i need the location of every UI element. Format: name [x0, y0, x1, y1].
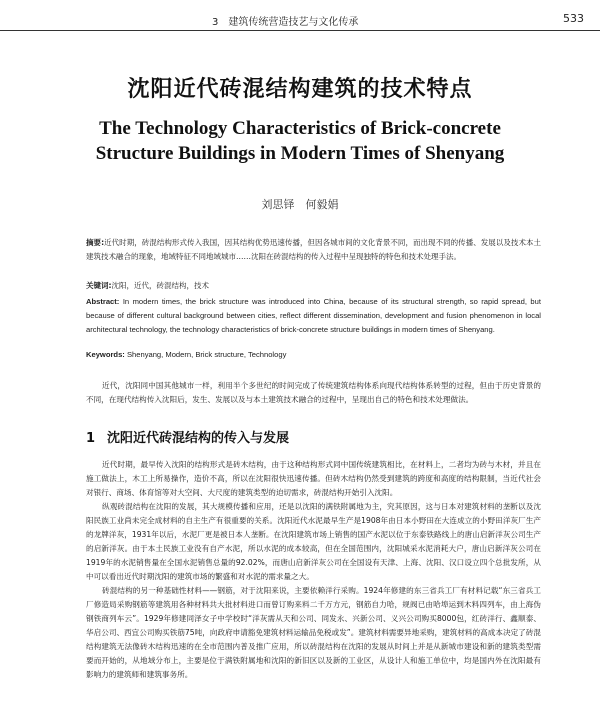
section-body: [86, 458, 541, 682]
keywords-cn-text: 沈阳，近代，砖混结构，技术: [111, 281, 209, 290]
authors: 刘思铎 何毅娟: [261, 198, 339, 211]
article-title-english: The Technology Characteristics of Brick-concrete Structure Buildings in Modern Times of Shenyang: [95, 118, 505, 164]
keywords-english: [86, 348, 541, 362]
abstract-en-label: Abstract:: [86, 297, 120, 306]
abstract-english: [86, 295, 541, 337]
running-head-title: 3 建筑传统营造技艺与文化传承: [212, 17, 359, 28]
body-paragraph: 纵观砖混结构在沈阳的发展，其大规模传播和应用，还是以沈阳的满铁附属地为主，究其原因，这与日本对建筑材料的垄断以及沈阳民族工业尚未完全成材料的自主生产有很重要的关系。沈阳近代水泥最早生产是1908年由日本小野田在大连成立的小野田洋灰厂生产的龙牌洋灰，1931年以后，水泥厂更是被日本人垄断。在沈阳建筑市场上销售的国产水泥以位于东泰铁路线上的唐山启新洋灰公司生产的启新洋灰。由于本土民族工业没有自产水泥，所以水泥的成本较高，但在全国范围内，沈阳城采水泥消耗大户，唐山启新洋灰公司在1919年的水泥销售量在全国水泥销售总量的92.02%，而唐山启新洋灰公司在全国设有天津、上海、沈阳、汉口设立四个总批发所，从中可以看出近代时期沈阳的建筑市场的繁盛和对水泥的需求量之大。: [86, 502, 541, 581]
article-title-chinese: 沈阳近代砖混结构建筑的技术特点: [127, 77, 473, 102]
section-title: 沈阳近代砖混结构的传入与发展: [107, 431, 290, 446]
keywords-en-text: Shenyang, Modern, Brick structure, Technology: [126, 350, 287, 359]
section-number: 1: [86, 431, 96, 446]
keywords-chinese: [86, 279, 541, 293]
keywords-en-label: Keywords:: [86, 350, 125, 359]
abstract-cn-text: 近代时期，砖混结构形式传入我国，因其结构优势迅速传播，但因各城市间的文化背景不同，而出现不同的传播、发展以及技术本土建筑技术融合的现象，地域特征不同地域城市……沈阳在砖混结构的传入过程中呈现独特的特色和技术处理手法。: [86, 238, 542, 261]
section-heading-1: [86, 427, 289, 446]
body-paragraph: 砖混结构的另一种基础性材料——钢筋，对于沈阳来说，主要依赖洋行采购。1924年修建的东三省兵工厂有材料记载“东三省兵工厂修造局采购钢筋等建筑用各种材料共大批材料进口而曾订购来料二千万方元，钢筋自力哈，规阀已由哈埠运到木料四列车，由上海伪钢铁商列车云”。1929年修建同泽女子中学校时“洋灰需从天和公司、同发永、兴新公司、义兴公司购买8000包，红砖洋行、鑫顺泰、华启公司、西宜公司购买铁筋75吨，向政府申请豁免建筑材料运输品免税或发”。建筑材料需要异地采购，建筑材料的高成本决定了砖混结构建筑无法像砖木结构迅速的在全市范围内普及推广应用，所以砖混结构在沈阳的发展从时间上并是从新城市建设和新的建筑类型需要而开始的，从地域分布上，主要是位于满铁附属地和沈阳的新旧区以及新的工业区，从设计人和施工单位中，均是国内外在沈阳最有影响力的建筑师和建筑事务所。: [86, 586, 541, 679]
abstract-cn-label: 摘要:: [86, 238, 105, 247]
introduction-paragraph: 近代，沈阳同中国其他城市一样，利用半个多世纪的时间完成了传统建筑结构体系向现代结构体系转型的过程，但由于历史背景的不同，在现代结构传入沈阳后，发生、发展以及与本土建筑技术融合的过程中，呈现出自己的特色和技术处理做法。: [86, 381, 541, 404]
page-number: 533: [563, 12, 584, 25]
keywords-cn-label: 关键词:: [86, 281, 112, 290]
abstract-en-text: In modern times, the brick structure was introduced into China, because of its structural strength, so rapid spread, but because of different cultural background between cities, reflect different dissemination, development and fusion phenomenon in local architectural technology, the technology characteristics of brick-concrete structure buildings in modern times of Shenyang.: [86, 297, 541, 334]
abstract-chinese: [86, 236, 541, 263]
running-head: [0, 6, 600, 31]
body-paragraph: 近代时期，最早传入沈阳的结构形式是砖木结构，由于这种结构形式同中国传统建筑相比，在材料上，二者均为砖与木材，并且在施工做法上，木工上所易操作，造价不高，所以在沈阳很快迅速传播。但砖木结构仍然受到建筑的跨度和高度的结构限制，当近代社会对银行、商场、体育馆等对大空间、大尺度的建筑类型的迫切需求，砖混结构开始引入沈阳。: [86, 460, 541, 497]
